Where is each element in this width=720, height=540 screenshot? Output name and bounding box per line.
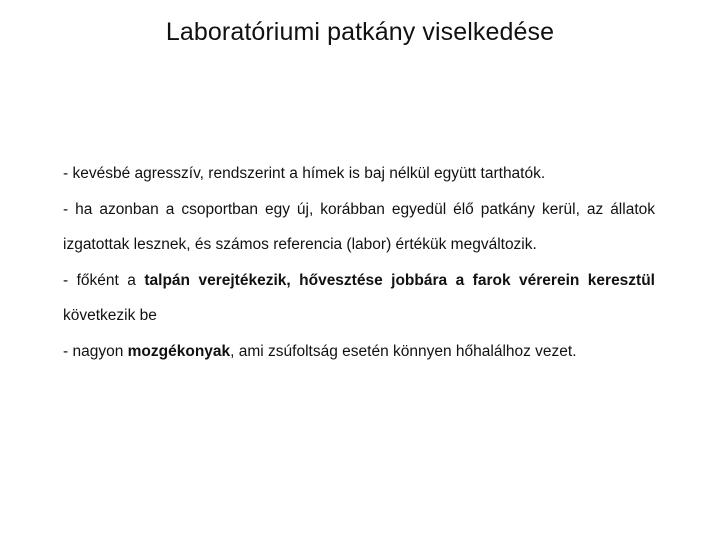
slide-title: Laboratóriumi patkány viselkedése	[165, 18, 555, 46]
paragraph-mobility-bold: mozgékonyak	[127, 342, 231, 360]
paragraph-heat-loss	[63, 263, 655, 334]
paragraph-new-rat: - ha azonban a csoportban egy új, korábban egyedül élő patkány kerül, az állatok izgatottak lesznek, és számos referencia (labor) értékük megváltozik.	[63, 200, 655, 253]
paragraph-mobility	[63, 334, 655, 370]
paragraph-heat-loss-bold: talpán verejtékezik, hővesztése jobbára a farok vérerein keresztül	[144, 271, 655, 289]
slide-body	[63, 156, 655, 369]
paragraph-heat-loss-suffix: következik be	[63, 307, 157, 324]
paragraph-aggression: - kevésbé agresszív, rendszerint a hímek is baj nélkül együtt tarthatók.	[63, 165, 546, 182]
paragraph-mobility-suffix: , ami zsúfoltság esetén könnyen hőhalálhoz vezet.	[230, 342, 577, 360]
paragraph-heat-loss-prefix: - főként a	[63, 271, 145, 289]
paragraph-mobility-prefix: - nagyon	[63, 342, 128, 360]
